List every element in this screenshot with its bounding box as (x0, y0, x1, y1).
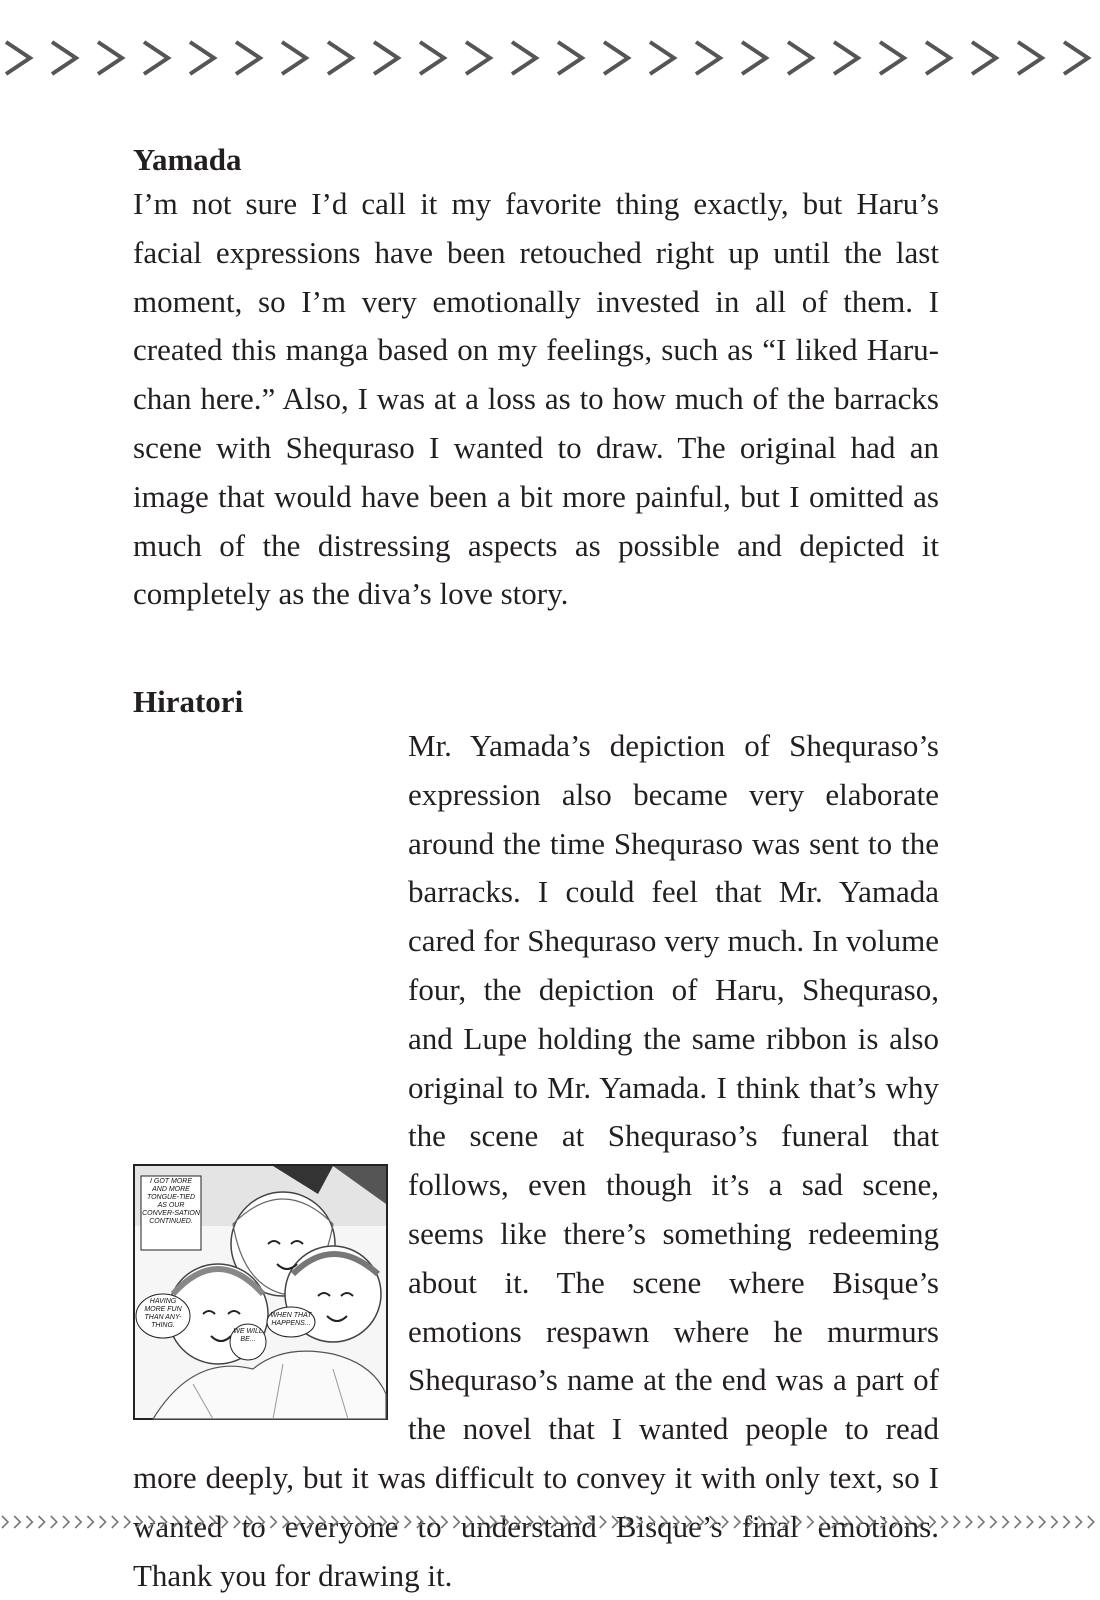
chevron-mark (696, 42, 720, 74)
chevron-mark (236, 42, 260, 74)
chevron-mark (161, 1516, 167, 1528)
chevron-mark (417, 1516, 423, 1528)
chevron-mark (319, 1516, 325, 1528)
chevron-mark (746, 1516, 752, 1528)
chevron-mark (331, 1516, 337, 1528)
chevron-mark (1063, 1516, 1069, 1528)
chevron-mark (917, 1516, 923, 1528)
chevron-mark (344, 1516, 350, 1528)
speech-bubble-middle: WE WILL BE... (233, 1328, 263, 1343)
chevron-mark (63, 1516, 69, 1528)
chevron-mark (941, 1516, 947, 1528)
chevron-mark (39, 1516, 45, 1528)
chevron-mark (1088, 1516, 1094, 1528)
chevron-border-bottom (0, 1510, 1100, 1534)
chevron-mark (514, 1516, 520, 1528)
chevron-mark (1015, 1516, 1021, 1528)
chevron-mark (283, 1516, 289, 1528)
chevron-mark (649, 1516, 655, 1528)
chevron-mark (51, 1516, 57, 1528)
chevron-mark (624, 1516, 630, 1528)
chevron-mark (270, 1516, 276, 1528)
chevron-mark (368, 1516, 374, 1528)
chevron-mark (978, 1516, 984, 1528)
chevron-mark (197, 1516, 203, 1528)
section-yamada (133, 140, 939, 619)
chevron-mark (612, 1516, 618, 1528)
chevron-mark (926, 42, 950, 74)
speaker-text: Mr. Yamada’s depiction of Shequraso’s expression also became very elaborate around the time Shequraso was sent to the barracks. I could feel that Mr. Yamada cared for Shequraso very much. In volume four, the depiction of Haru, Shequraso, and Lupe holding the same ribbon is also original to Mr. Yamada. I think that’s why the scene at Shequraso’s funeral that follows, even though it’s a sad scene, seems like there’s something redeeming about it. The scene where Bisque’s emotions respawn where he murmurs Shequraso’s name at the end was a part of the novel that I wanted people to read more deeply, but it was difficult to convey it with only text, so I wanted to everyone to understand Bisque’s final emotions. Thank you for drawing it. (133, 728, 939, 1593)
chevron-mark (234, 1516, 240, 1528)
chevron-mark (441, 1516, 447, 1528)
chevron-mark (588, 1516, 594, 1528)
chevron-mark (1027, 1516, 1033, 1528)
chevron-mark (558, 42, 582, 74)
chevron-mark (1002, 1516, 1008, 1528)
chevron-mark (880, 42, 904, 74)
chevron-mark (1064, 42, 1088, 74)
chevron-mark (819, 1516, 825, 1528)
chevron-mark (209, 1516, 215, 1528)
chevron-mark (52, 42, 76, 74)
chevron-mark (356, 1516, 362, 1528)
chevron-mark (136, 1516, 142, 1528)
chevron-mark (98, 42, 122, 74)
chevron-mark (405, 1516, 411, 1528)
chevron-mark (734, 1516, 740, 1528)
chevron-mark (222, 1516, 228, 1528)
chevron-mark (1018, 42, 1042, 74)
chevron-mark (420, 42, 444, 74)
chevron-mark (697, 1516, 703, 1528)
speaker-name: Hiratori (133, 684, 244, 719)
chevron-mark (788, 42, 812, 74)
chevron-mark (929, 1516, 935, 1528)
chevron-mark (466, 42, 490, 74)
chevron-mark (502, 1516, 508, 1528)
speaker-name: Yamada (133, 142, 242, 177)
speaker-text: I’m not sure I’d call it my favorite thing exactly, but Haru’s facial expressions have been retouched right up until the last moment, so I’m very emotionally invested in all of them. I created this manga based on my feelings, such as “I liked Haru-chan here.” Also, I was at a loss as to how much of the barracks scene with Shequraso I wanted to draw. The original had an image that would have been a bit more painful, but I omitted as much of the distressing aspects as possible and depicted it completely as the diva’s love story. (133, 186, 939, 612)
chevron-mark (722, 1516, 728, 1528)
chevron-mark (512, 42, 536, 74)
chevron-mark (600, 1516, 606, 1528)
chevron-mark (905, 1516, 911, 1528)
chevron-mark (87, 1516, 93, 1528)
chevron-mark (1039, 1516, 1045, 1528)
speech-bubble-left: HAVING MORE FUN THAN ANY-THING. (144, 1298, 182, 1329)
chevron-mark (246, 1516, 252, 1528)
section-hiratori (133, 682, 939, 1600)
chevron-mark (258, 1516, 264, 1528)
chevron-mark (295, 1516, 301, 1528)
chevron-mark (453, 1516, 459, 1528)
chevron-mark (880, 1516, 886, 1528)
chevron-mark (392, 1516, 398, 1528)
chevron-mark (990, 1516, 996, 1528)
chevron-mark (758, 1516, 764, 1528)
chevron-mark (795, 1516, 801, 1528)
chevron-mark (144, 42, 168, 74)
chevron-mark (832, 1516, 838, 1528)
chevron-mark (575, 1516, 581, 1528)
chevron-mark (374, 42, 398, 74)
chevron-mark (527, 1516, 533, 1528)
chevron-mark (954, 1516, 960, 1528)
chevron-mark (6, 42, 30, 74)
manga-panel (133, 1164, 388, 1420)
chevron-mark (650, 42, 674, 74)
manga-panel-illustration (133, 1164, 388, 1420)
chevron-mark (636, 1516, 642, 1528)
chevron-mark (190, 42, 214, 74)
chevron-mark (783, 1516, 789, 1528)
chevron-mark (282, 42, 306, 74)
chevron-mark (14, 1516, 20, 1528)
chevron-mark (429, 1516, 435, 1528)
chevron-mark (868, 1516, 874, 1528)
chevron-mark (1076, 1516, 1082, 1528)
chevron-mark (742, 42, 766, 74)
chevron-mark (807, 1516, 813, 1528)
chevron-mark (710, 1516, 716, 1528)
chevron-mark (844, 1516, 850, 1528)
chevron-mark (673, 1516, 679, 1528)
chevron-mark (893, 1516, 899, 1528)
chevron-mark (563, 1516, 569, 1528)
chevron-mark (26, 1516, 32, 1528)
chevron-mark (856, 1516, 862, 1528)
chevron-mark (173, 1516, 179, 1528)
chevron-mark (539, 1516, 545, 1528)
chevron-mark (661, 1516, 667, 1528)
chevron-mark (112, 1516, 118, 1528)
chevron-mark (185, 1516, 191, 1528)
chevron-mark (148, 1516, 154, 1528)
chevron-mark (1051, 1516, 1057, 1528)
speaker-text-wrap (133, 722, 939, 1600)
chevron-mark (972, 42, 996, 74)
panel-caption: I GOT MORE AND MORE TONGUE-TIED AS OUR CONVER-SATION CONTINUED. (142, 1178, 200, 1225)
chevron-mark (478, 1516, 484, 1528)
chevron-mark (604, 42, 628, 74)
chevron-mark (380, 1516, 386, 1528)
chevron-mark (100, 1516, 106, 1528)
speech-bubble-right: WHEN THAT HAPPENS... (270, 1312, 312, 1327)
chevron-mark (551, 1516, 557, 1528)
chevron-mark (75, 1516, 81, 1528)
chevron-mark (124, 1516, 130, 1528)
chevron-mark (490, 1516, 496, 1528)
chevron-mark (328, 42, 352, 74)
chevron-mark (834, 42, 858, 74)
chevron-mark (307, 1516, 313, 1528)
chevron-mark (685, 1516, 691, 1528)
chevron-mark (966, 1516, 972, 1528)
chevron-mark (466, 1516, 472, 1528)
chevron-mark (2, 1516, 8, 1528)
chevron-border-top (0, 28, 1100, 88)
chevron-mark (771, 1516, 777, 1528)
